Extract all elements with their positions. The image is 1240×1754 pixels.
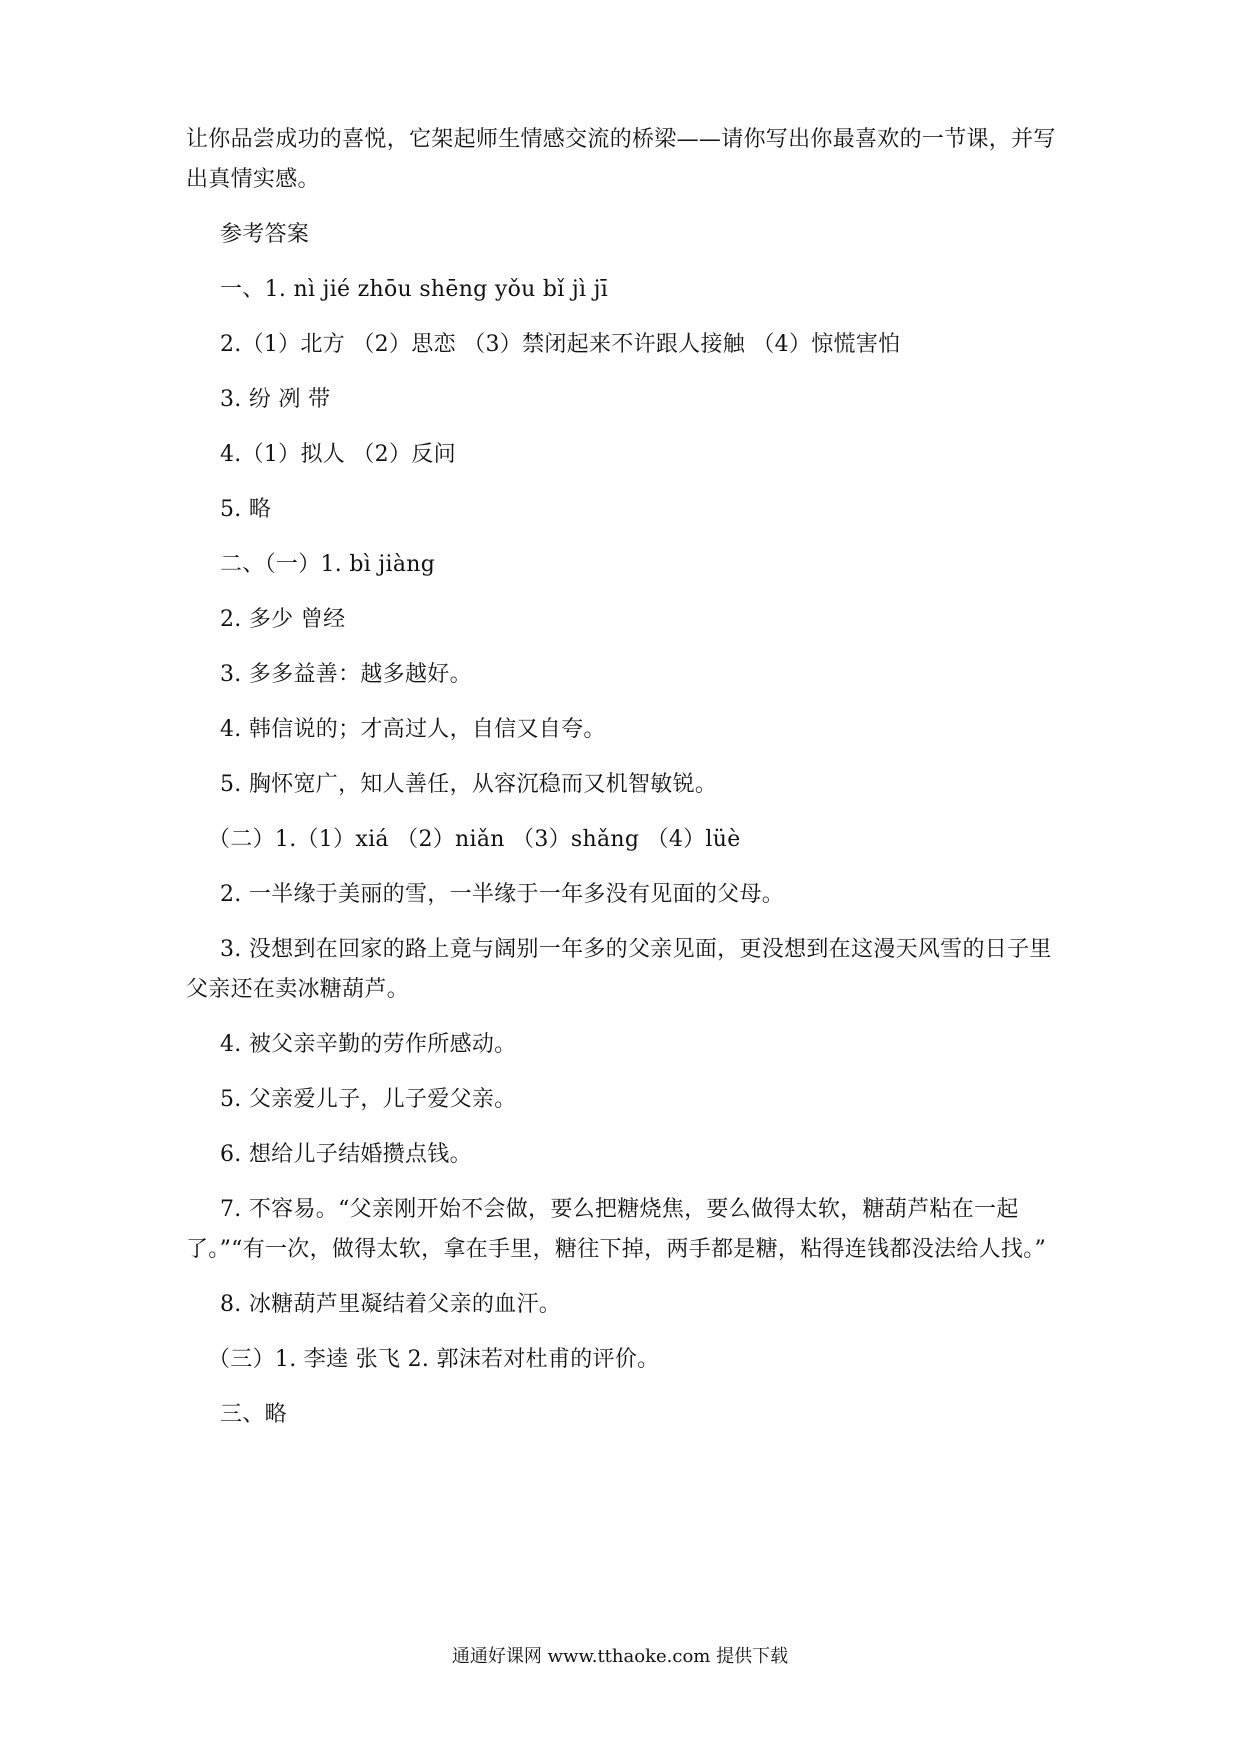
answer-line: 3. 纷 冽 带 <box>220 387 331 412</box>
answer-line: 三、略 <box>220 1402 287 1427</box>
intro-paragraph: 让你品尝成功的喜悦，它架起师生情感交流的桥梁——请你写出你最喜欢的一节课，并写出真情实感。 <box>186 127 1056 192</box>
answer-line: 3. 多多益善：越多越好。 <box>220 662 472 687</box>
answer-key-heading: 参考答案 <box>220 222 310 247</box>
answer-line: 2. 一半缘于美丽的雪，一半缘于一年多没有见面的父母。 <box>220 882 785 907</box>
answer-line: 7. 不容易。“父亲刚开始不会做，要么把糖烧焦，要么做得太软，糖葫芦粘在一起了。”“有一次，做得太软，拿在手里，糖往下掉，两手都是糖，粘得连钱都没法给人找。” <box>186 1197 1047 1262</box>
answer-line: 6. 想给儿子结婚攒点钱。 <box>220 1142 472 1167</box>
answer-line: 4.（1）拟人 （2）反问 <box>220 442 456 467</box>
answer-line: 8. 冰糖葫芦里凝结着父亲的血汗。 <box>220 1292 562 1317</box>
download-footer: 通通好课网 www.tthaoke.com 提供下载 <box>451 1646 789 1667</box>
answer-line: 5. 父亲爱儿子，儿子爱父亲。 <box>220 1087 517 1112</box>
answer-line: 2.（1）北方 （2）思恋 （3）禁闭起来不许跟人接触 （4）惊慌害怕 <box>220 332 901 357</box>
answer-line: 5. 略 <box>220 497 272 522</box>
answer-line: （二）1.（1）xiá （2）niǎn （3）shǎng （4）lüè <box>208 827 741 852</box>
document-body <box>186 120 1066 1450</box>
answer-line: 4. 被父亲辛勤的劳作所感动。 <box>220 1032 517 1057</box>
answer-line: 4. 韩信说的；才高过人，自信又自夸。 <box>220 717 606 742</box>
answer-line: （三）1. 李逵 张飞 2. 郭沫若对杜甫的评价。 <box>208 1347 660 1372</box>
answer-line: 5. 胸怀宽广，知人善任，从容沉稳而又机智敏锐。 <box>220 772 718 797</box>
answer-line: 3. 没想到在回家的路上竟与阔别一年多的父亲见面，更没想到在这漫天风雪的日子里父亲还在卖冰糖葫芦。 <box>186 937 1052 1002</box>
answer-line: 2. 多少 曾经 <box>220 607 346 632</box>
answer-line: 一、1. nì jié zhōu shēng yǒu bǐ jì jī <box>220 277 609 302</box>
answer-line: 二、（一）1. bì jiàng <box>220 552 436 577</box>
